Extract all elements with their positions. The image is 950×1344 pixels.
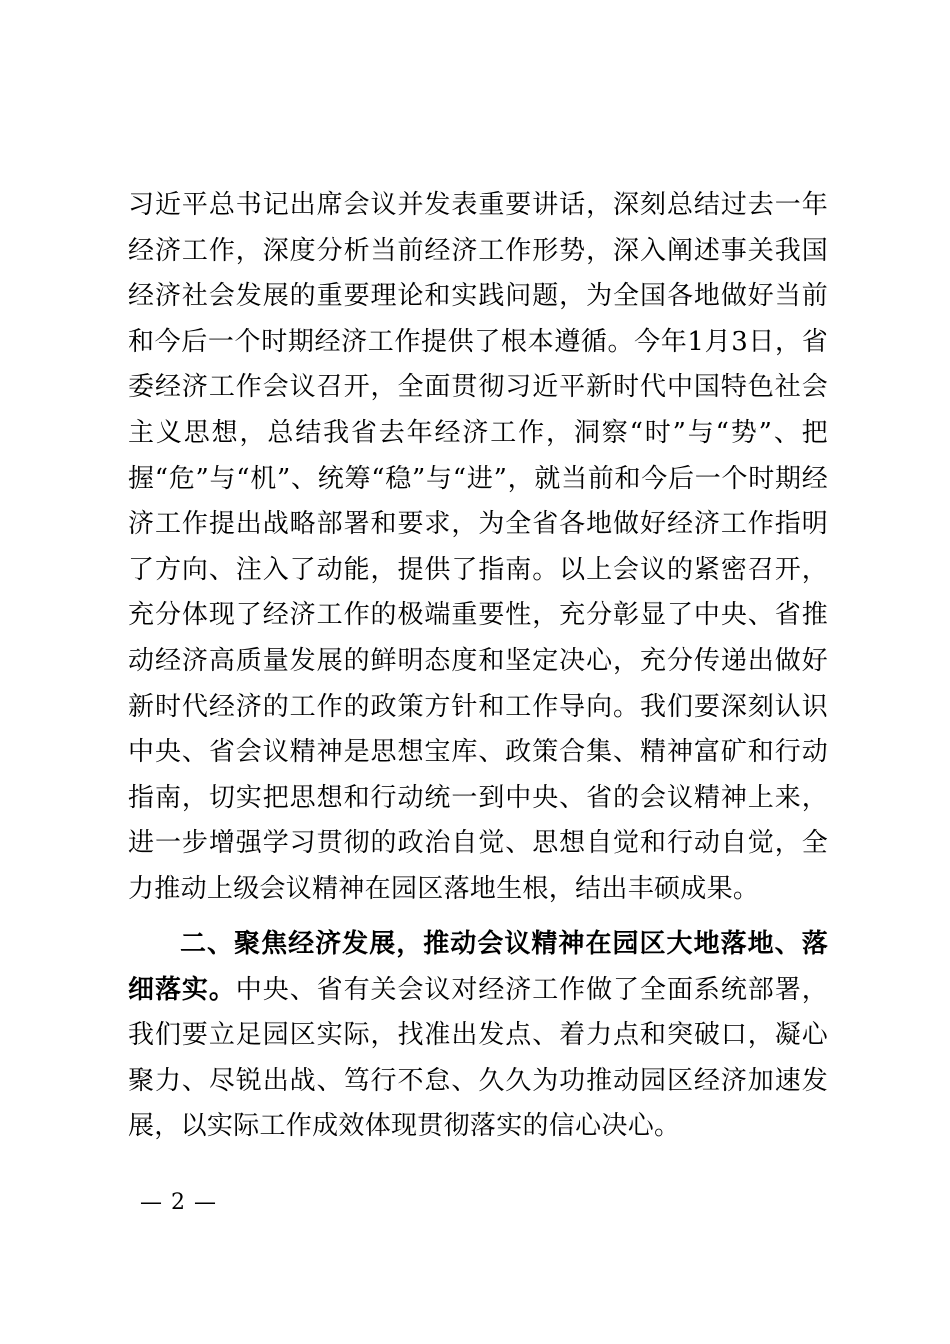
body-paragraph [128, 183, 828, 913]
section-paragraph [128, 922, 828, 1150]
paragraph-text: 中央、省有关会议对经济工作做了全面系统部署，我们要立足园区实际，找准出发点、着力点和突破口，凝心聚力、尽锐出战、笃行不怠、久久为功推动园区经济加速发展，以实际工作成效体现贯彻落实的信心决心。 [128, 974, 828, 1142]
section-heading: 二、聚焦经济发展，推动会议精神在园区大地落地、落细落实。 [128, 929, 828, 1005]
page-number: — 2 — [140, 1190, 217, 1215]
paragraph-text: 习近平总书记出席会议并发表重要讲话，深刻总结过去一年经济工作，深度分析当前经济工作形势，深入阐述事关我国经济社会发展的重要理论和实践问题，为全国各地做好当前和今后一个时期经济工作提供了根本遵循。今年1月3日，省委经济工作会议召开，全面贯彻习近平新时代中国特色社会主义思想，总结我省去年经济工作，洞察“时”与“势”、把握“危”与“机”、统筹“稳”与“进”，就当前和今后一个时期经济工作提出战略部署和要求，为全省各地做好经济工作指明了方向、注入了动能，提供了指南。以上会议的紧密召开，充分体现了经济工作的极端重要性，充分彰显了中央、省推动经济高质量发展的鲜明态度和坚定决心，充分传递出做好新时代经济的工作的政策方针和工作导向。我们要深刻认识中央、省会议精神是思想宝库、政策合集、精神富矿和行动指南，切实把思想和行动统一到中央、省的会议精神上来，进一步增强学习贯彻的政治自觉、思想自觉和行动自觉，全力推动上级会议精神在园区落地生根，结出丰硕成果。 [128, 190, 828, 904]
